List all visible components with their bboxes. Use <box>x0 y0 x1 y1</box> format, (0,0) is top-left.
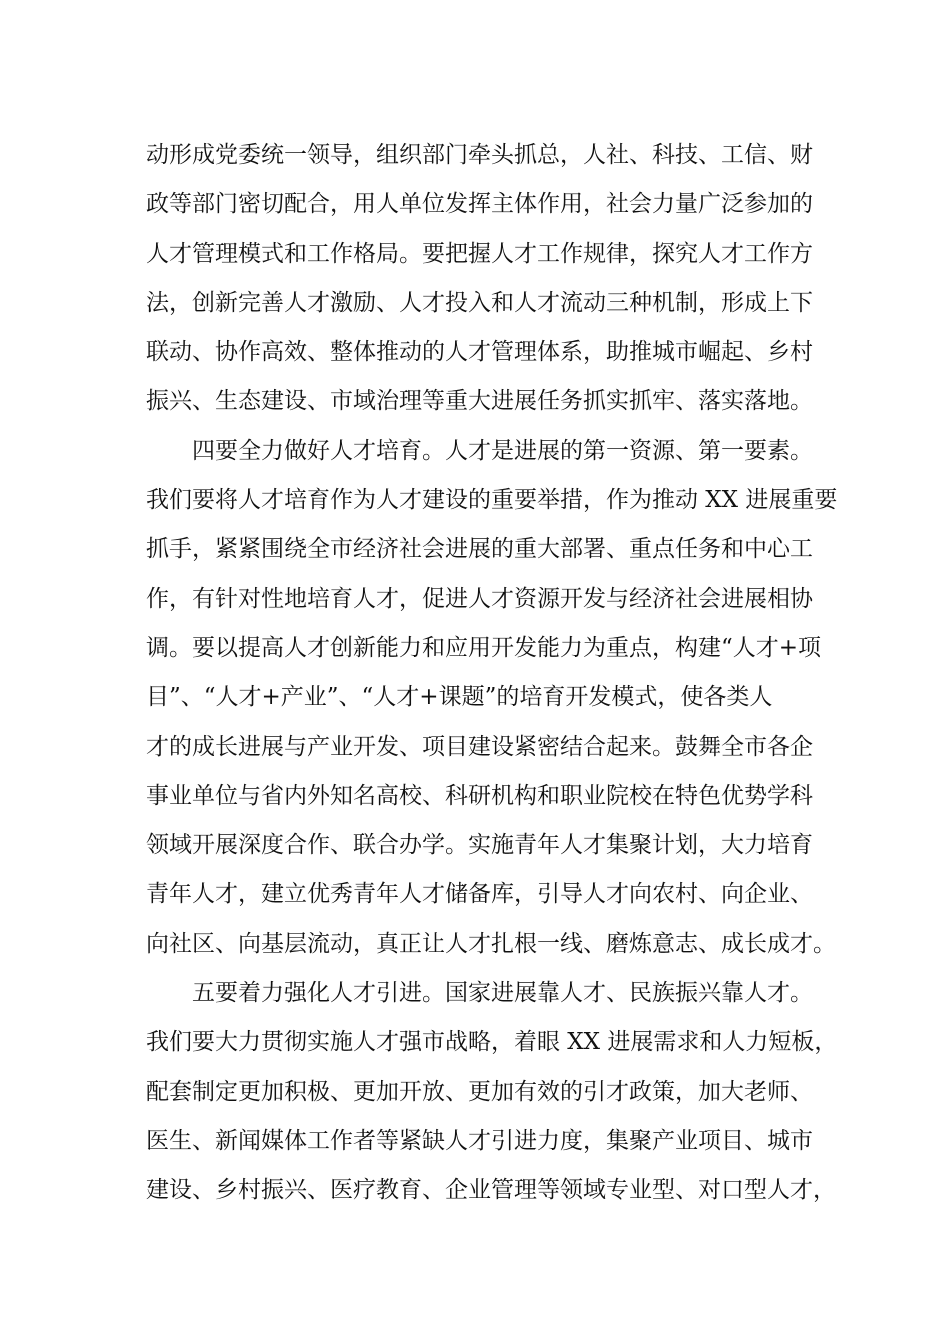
text-line: 政等部门密切配合，用人单位发挥主体作用，社会力量广泛参加的 <box>146 191 813 218</box>
text-line: 配套制定更加积极、更加开放、更加有效的引才政策，加大老师、 <box>146 1078 813 1105</box>
text-line: 人才管理模式和工作格局。要把握人才工作规律，探究人才工作方 <box>146 240 813 267</box>
text-line: 才的成长进展与产业开发、项目建设紧密结合起来。鼓舞全市各企 <box>146 733 813 760</box>
text-line: 振兴、生态建设、市域治理等重大进展任务抓实抓牢、落实落地。 <box>146 388 813 415</box>
text-line: 青年人才，建立优秀青年人才储备库，引导人才向农村、向企业、 <box>146 881 813 908</box>
text-line: 我们要大力贯彻实施人才强市战略，着眼 XX 进展需求和人力短板， <box>146 1029 838 1056</box>
text-line: 领域开展深度合作、联合办学。实施青年人才集聚计划，大力培育 <box>146 832 813 859</box>
paragraph-first-line: 四要全力做好人才培育。人才是进展的第一资源、第一要素。 <box>192 437 813 464</box>
text-line: 事业单位与省内外知名高校、科研机构和职业院校在特色优势学科 <box>146 782 813 809</box>
text-line: 联动、协作高效、整体推动的人才管理体系，助推城市崛起、乡村 <box>146 339 813 366</box>
text-line: 调。要以提高人才创新能力和应用开发能力为重点，构建“人才+项 <box>146 634 822 661</box>
text-line: 我们要将人才培育作为人才建设的重要举措，作为推动 XX 进展重要 <box>146 487 838 514</box>
text-line: 目”、“人才+产业”、“人才+课题”的培育开发模式，使各类人 <box>146 684 773 711</box>
text-line: 抓手，紧紧围绕全市经济社会进展的重大部署、重点任务和中心工 <box>146 536 813 563</box>
text-line: 向社区、向基层流动，真正让人才扎根一线、磨炼意志、成长成才。 <box>146 930 836 957</box>
text-line: 医生、新闻媒体工作者等紧缺人才引进力度，集聚产业项目、城市 <box>146 1127 813 1154</box>
text-line: 法，创新完善人才激励、人才投入和人才流动三种机制，形成上下 <box>146 289 813 316</box>
document-body <box>146 131 838 1216</box>
text-line: 建设、乡村振兴、医疗教育、企业管理等领域专业型、对口型人才， <box>146 1177 836 1204</box>
paragraph-first-line: 五要着力强化人才引进。国家进展靠人才、民族振兴靠人才。 <box>192 980 813 1007</box>
text-line: 动形成党委统一领导，组织部门牵头抓总，人社、科技、工信、财 <box>146 142 813 168</box>
text-line: 作，有针对性地培育人才，促进人才资源开发与经济社会进展相协 <box>146 585 813 612</box>
